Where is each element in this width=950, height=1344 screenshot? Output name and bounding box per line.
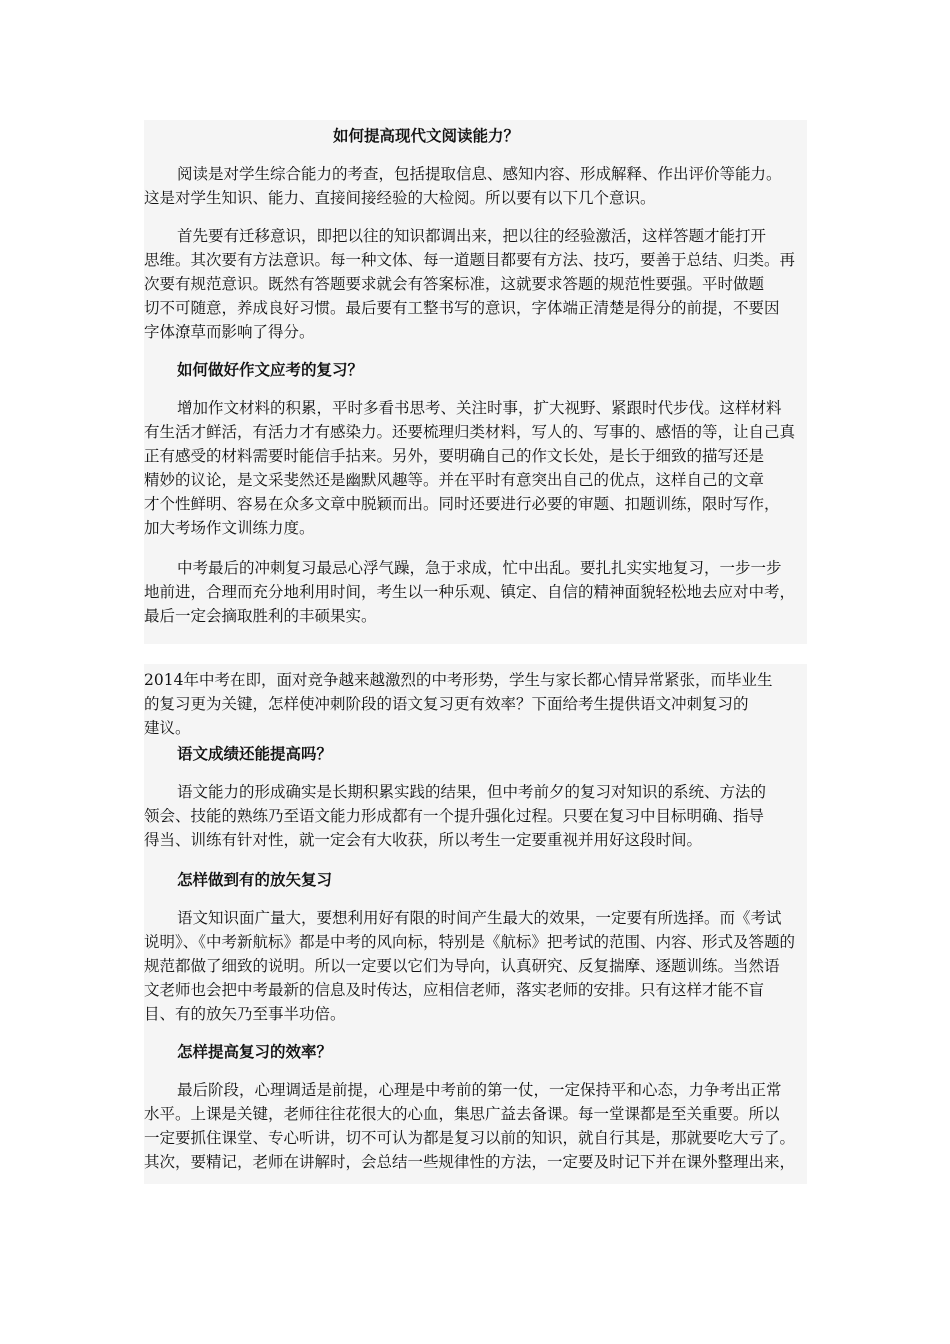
paragraph-line: 精妙的议论，是文采斐然还是幽默风趣等。并在平时有意突出自己的优点，这样自己的文章 bbox=[144, 471, 765, 489]
section-heading: 怎样做到有的放矢复习 bbox=[177, 870, 333, 889]
paragraph-line: 水平。上课是关键，老师往往花很大的心血，集思广益去备课。每一堂课都是至关重要。所以 bbox=[144, 1105, 780, 1123]
paragraph-line: 一定要抓住课堂、专心听讲，切不可认为都是复习以前的知识，就自行其是，那就要吃大亏了。 bbox=[144, 1129, 796, 1147]
paragraph-line: 目、有的放矢乃至事半功倍。 bbox=[144, 1005, 346, 1023]
paragraph-line: 文老师也会把中考最新的信息及时传达，应相信老师，落实老师的安排。只有这样才能不盲 bbox=[144, 981, 765, 999]
paragraph-line: 地前进，合理而充分地利用时间，考生以一种乐观、镇定、自信的精神面貌轻松地去应对中考， bbox=[144, 583, 796, 601]
paragraph-line: 正有感受的材料需要时能信手拈来。另外，要明确自己的作文长处，是长于细致的描写还是 bbox=[144, 447, 765, 465]
section-heading: 如何做好作文应考的复习？ bbox=[177, 360, 364, 379]
paragraph-line: 规范都做了细致的说明。所以一定要以它们为导向，认真研究、反复揣摩、逐题训练。当然语 bbox=[144, 957, 780, 975]
paragraph-line: 首先要有迁移意识，即把以往的知识都调出来，把以往的经验激活，这样答题才能打开 bbox=[177, 227, 767, 245]
paragraph-line: 阅读是对学生综合能力的考查，包括提取信息、感知内容、形成解释、作出评价等能力。 bbox=[177, 165, 782, 183]
paragraph-line: 语文知识面广量大，要想利用好有限的时间产生最大的效果，一定要有所选择。而《考试 bbox=[177, 909, 782, 927]
paragraph-line: 说明》、《中考新航标》都是中考的风向标，特别是《航标》把考试的范围、内容、形式及答题的 bbox=[144, 933, 796, 951]
paragraph-line: 增加作文材料的积累，平时多看书思考、关注时事，扩大视野、紧跟时代步伐。这样材料 bbox=[177, 399, 782, 417]
paragraph-line: 字体潦草而影响了得分。 bbox=[144, 323, 315, 341]
paragraph-line: 切不可随意，养成良好习惯。最后要有工整书写的意识，字体端正清楚是得分的前提，不要因 bbox=[144, 299, 780, 317]
paragraph-line: 才个性鲜明、容易在众多文章中脱颖而出。同时还要进行必要的审题、扣题训练，限时写作， bbox=[144, 495, 780, 513]
paragraph-line: 有生活才鲜活，有活力才有感染力。还要梳理归类材料，写人的、写事的、感悟的等，让自己真 bbox=[144, 423, 796, 441]
paragraph-line: 语文能力的形成确实是长期积累实践的结果，但中考前夕的复习对知识的系统、方法的 bbox=[177, 783, 767, 801]
article-block-upper bbox=[144, 120, 807, 644]
paragraph-line: 其次，要精记，老师在讲解时，会总结一些规律性的方法，一定要及时记下并在课外整理出来， bbox=[144, 1153, 796, 1171]
paragraph-line: 得当、训练有针对性，就一定会有大收获，所以考生一定要重视并用好这段时间。 bbox=[144, 831, 703, 849]
paragraph-line: 次要有规范意识。既然有答题要求就会有答案标准，这就要求答题的规范性要强。平时做题 bbox=[144, 275, 765, 293]
article-title: 如何提高现代文阅读能力？ bbox=[333, 126, 520, 145]
intro-line: 的复习更为关键，怎样使冲刺阶段的语文复习更有效率？下面给考生提供语文冲刺复习的 bbox=[144, 695, 749, 713]
paragraph-line: 这是对学生知识、能力、直接间接经验的大检阅。所以要有以下几个意识。 bbox=[144, 189, 656, 207]
paragraph-line: 领会、技能的熟练乃至语文能力形成都有一个提升强化过程。只要在复习中目标明确、指导 bbox=[144, 807, 765, 825]
section-heading: 语文成绩还能提高吗？ bbox=[177, 744, 333, 763]
intro-line: 建议。 bbox=[144, 719, 191, 737]
intro-line: 2014年中考在即，面对竞争越来越激烈的中考形势，学生与家长都心情异常紧张，而毕业生 bbox=[144, 671, 773, 689]
article-block-lower bbox=[144, 664, 807, 1184]
paragraph-line: 最后阶段，心理调适是前提，心理是中考前的第一仗，一定保持平和心态，力争考出正常 bbox=[177, 1081, 782, 1099]
paragraph-line: 最后一定会摘取胜利的丰硕果实。 bbox=[144, 607, 377, 625]
section-heading: 怎样提高复习的效率？ bbox=[177, 1042, 333, 1061]
paragraph-line: 中考最后的冲刺复习最忌心浮气躁，急于求成，忙中出乱。要扎扎实实地复习，一步一步 bbox=[177, 559, 782, 577]
paragraph-line: 思维。其次要有方法意识。每一种文体、每一道题目都要有方法、技巧，要善于总结、归类。再 bbox=[144, 251, 796, 269]
paragraph-line: 加大考场作文训练力度。 bbox=[144, 519, 315, 537]
